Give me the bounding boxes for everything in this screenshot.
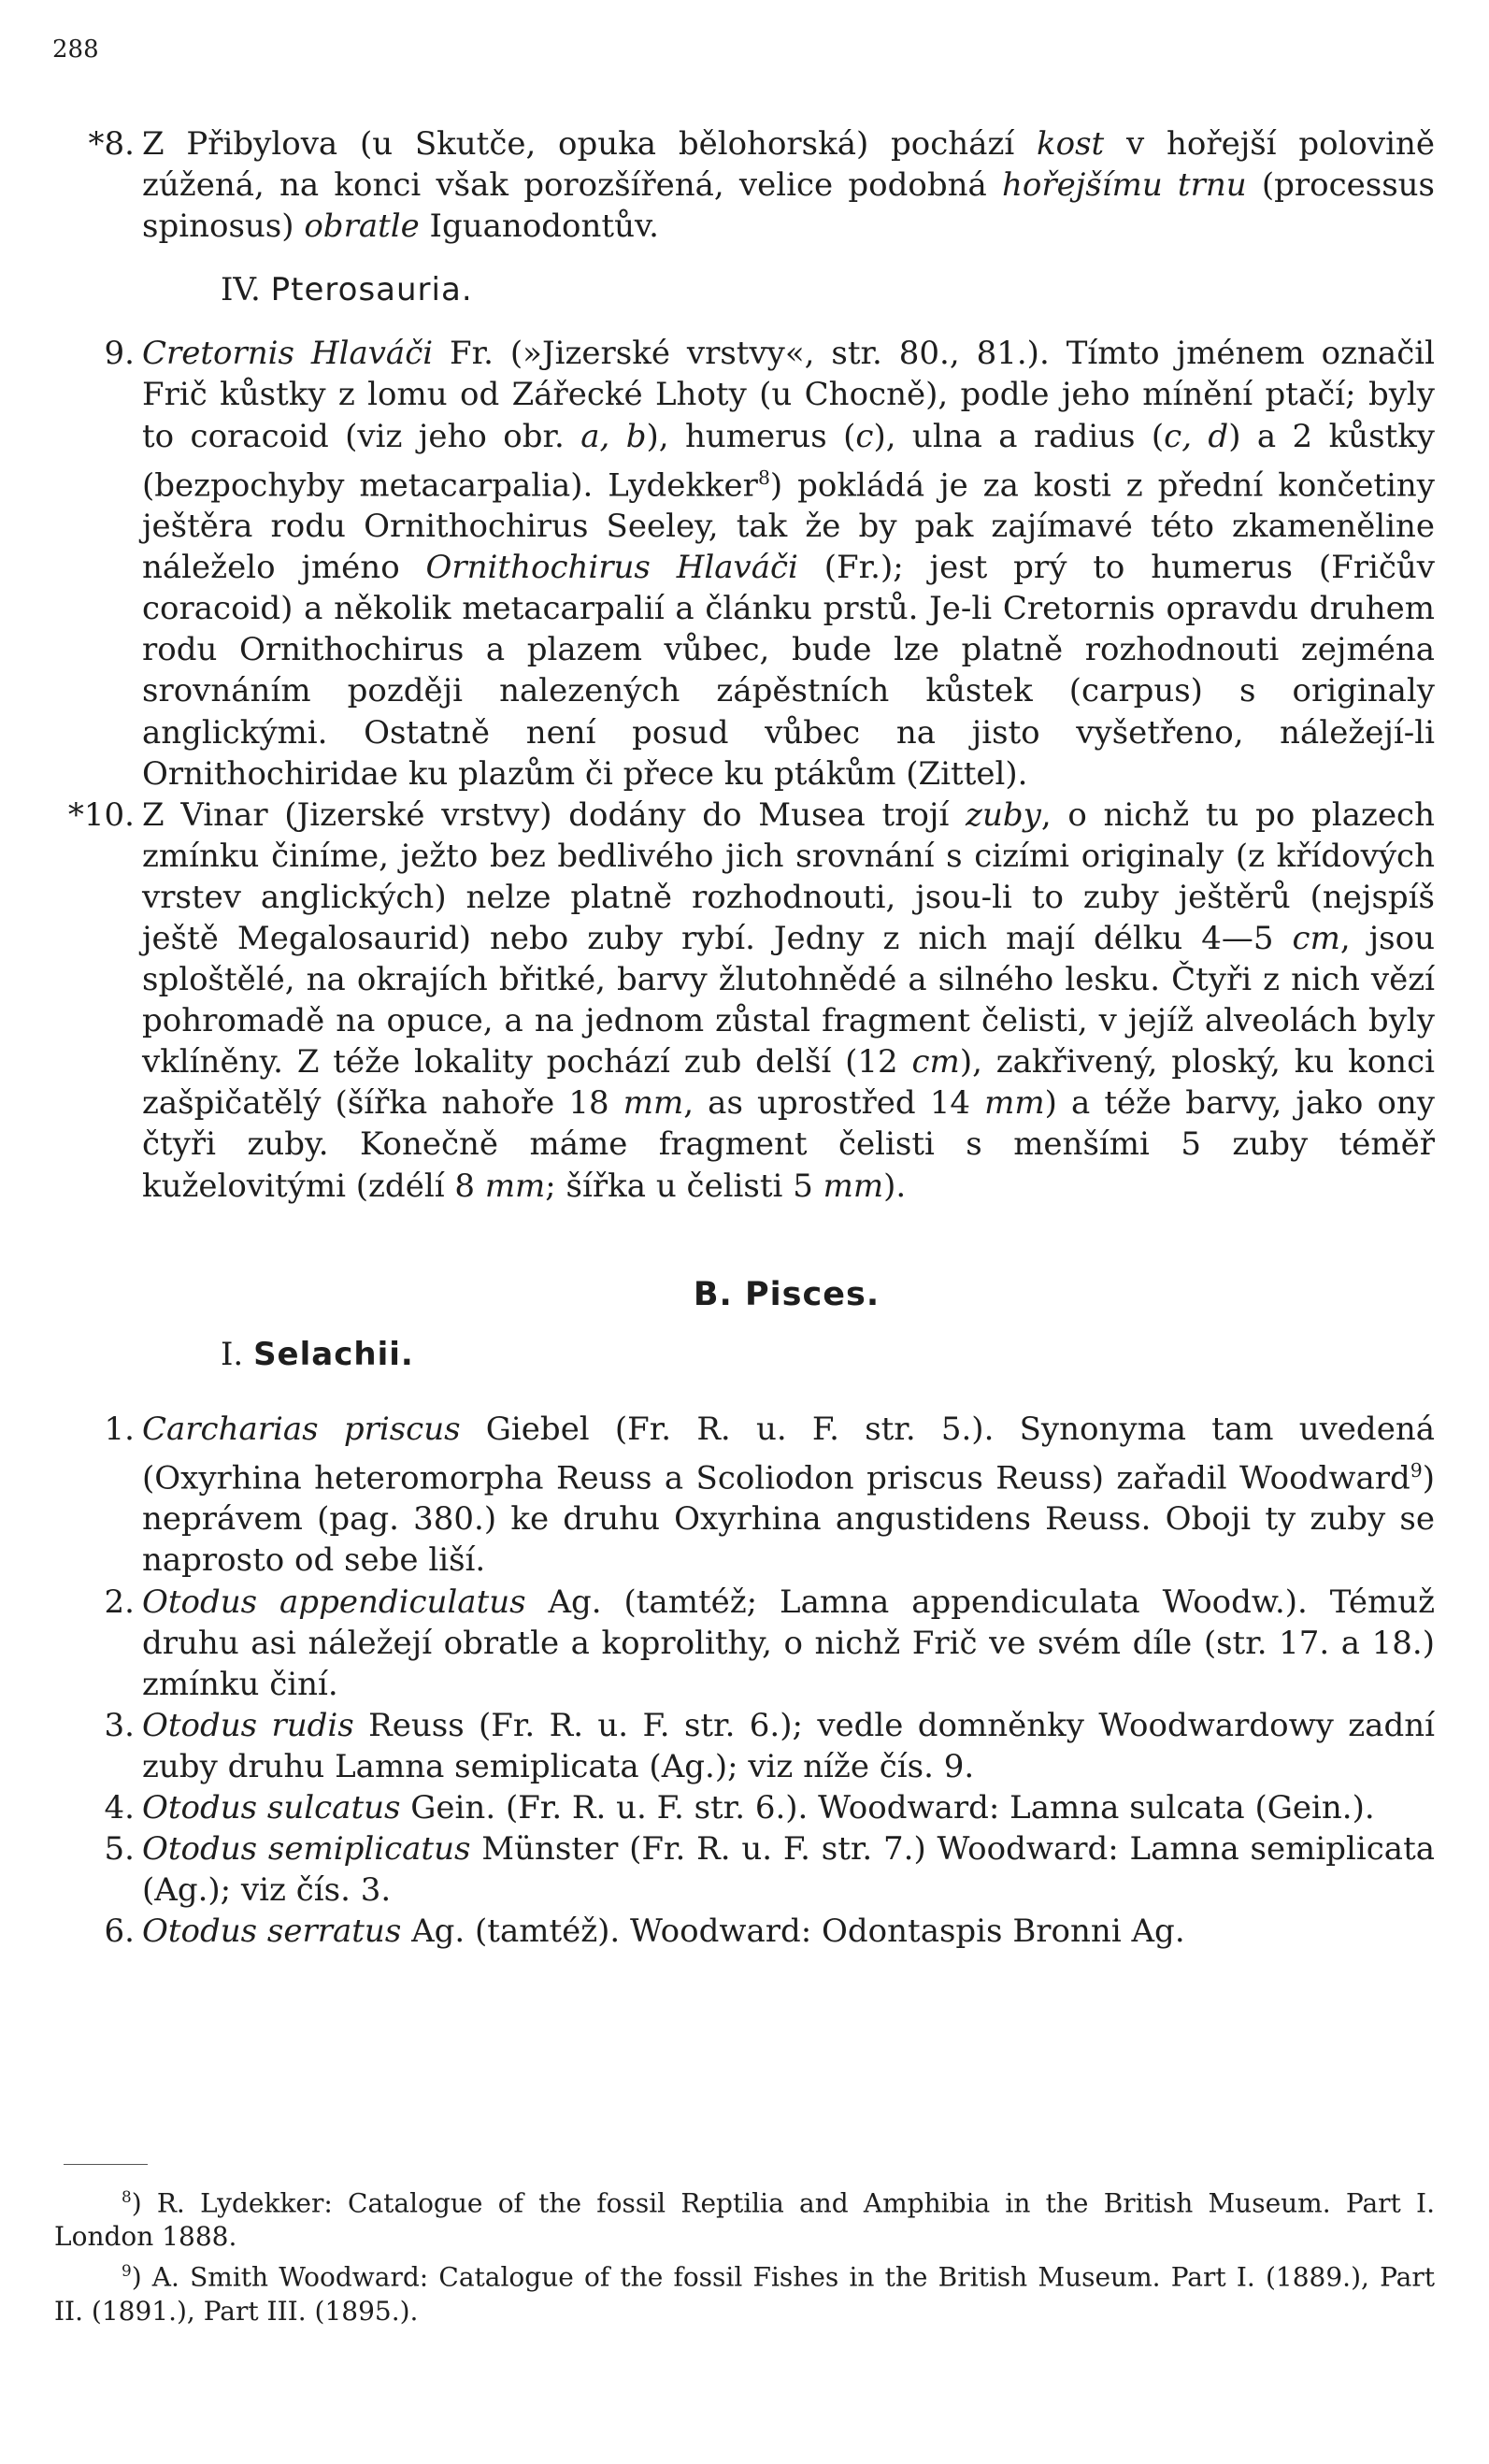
italic-run: cm bbox=[1292, 920, 1340, 958]
footnote-text: ) R. Lydekker: Catalogue of the fossil Reptilia and Amphibia in the British Museum. Part I. London 1888. bbox=[54, 2187, 1435, 2253]
italic-run: Otodus sulcatus bbox=[142, 1789, 401, 1827]
footnote-ref: 9 bbox=[1410, 1458, 1423, 1482]
italic-run: c, d bbox=[1164, 417, 1229, 455]
footnote-9 bbox=[54, 2254, 1435, 2328]
text-run: Iguanodontův. bbox=[419, 208, 659, 246]
footnote-divider bbox=[64, 2164, 148, 2165]
footnotes bbox=[54, 2180, 1435, 2328]
paragraph-pisces-3 bbox=[64, 1705, 1435, 1787]
section-heading-pisces: B. Pisces. bbox=[693, 1275, 881, 1313]
paragraph-entry-8 bbox=[64, 123, 1435, 247]
text-run: , jsou sploštělé, na okrajích břitké, barvy žlutohnědé a silného lesku. Čtyři z nich vězí pohromadě na opuce, a na jednom zůstal fragment čelisti, v jejíž alveolách byly vklíněny. Z téže lokality pochází zub delší (12 bbox=[142, 920, 1435, 1082]
section-number: I. bbox=[221, 1335, 244, 1373]
italic-run: mm bbox=[823, 1167, 884, 1205]
footnote-ref: 8 bbox=[757, 466, 770, 489]
italic-run: Ornithochirus Hlaváči bbox=[425, 549, 798, 587]
footnote-text: ) A. Smith Woodward: Catalogue of the fossil Fishes in the British Museum. Part I. (1889.), Part II. (1891.), Part III. (1895.). bbox=[54, 2261, 1435, 2327]
paragraph-entry-10 bbox=[64, 795, 1435, 1207]
entry-number: 3. bbox=[104, 1706, 135, 1744]
italic-run: obratle bbox=[304, 208, 420, 246]
text-run: ) pokládá je za kosti z přední končetiny ještěra rodu Ornithochirus Seeley, tak že by pak zajímavé této zkameněline náleželo jméno bbox=[142, 466, 1435, 587]
section-title: Selachii. bbox=[253, 1335, 414, 1373]
page-number: 288 bbox=[52, 36, 99, 64]
text-run: Reuss (Fr. R. u. F. str. 6.); vedle domněnky Woodwardowy zadní zuby druhu Lamna semiplicata (Ag.); viz níže čís. 9. bbox=[142, 1706, 1435, 1785]
text-run: Ag. (tamtéž; Lamna appendiculata Woodw.). Témuž druhu asi náležejí obratle a koprolithy, o nichž Frič ve svém díle (str. 17. a 18.) zmínku činí. bbox=[142, 1583, 1435, 1703]
section-heading-pterosauria bbox=[64, 269, 1435, 310]
italic-run: c bbox=[855, 417, 874, 455]
paragraph-pisces-5 bbox=[64, 1828, 1435, 1911]
italic-run: mm bbox=[984, 1084, 1045, 1123]
text-run: Z Přibylova (u Skutče, opuka bělohorská) pochází bbox=[142, 125, 1038, 163]
footnote-8 bbox=[54, 2180, 1435, 2254]
paragraph-entry-9 bbox=[64, 333, 1435, 794]
paragraph-pisces-1 bbox=[64, 1409, 1435, 1582]
text-run: Münster (Fr. R. u. F. str. 7.) Woodward: Lamna semiplicata (Ag.); viz čís. 3. bbox=[142, 1830, 1436, 1910]
italic-run: zuby bbox=[966, 795, 1041, 834]
text-run: ), zakřivený, ploský, ku konci zašpičatělý (šířka nahoře 18 bbox=[142, 1043, 1435, 1123]
italic-run: mm bbox=[623, 1084, 684, 1123]
text-run: (Fr.); jest prý to humerus (Fričův coracoid) a několik metacarpalií a článku prstů. Je-li Cretornis opravdu druhem rodu Ornithochirus a plazem vůbec, bude lze platně rozhodnouti zejména srovnáním později nalezených zápěstních kůstek (carpus) s originaly anglickými. Ostatně není posud vůbec na jisto vyšetřeno, náležejí-li Ornithochiridae ku plazům či přece ku ptákům (Zittel). bbox=[142, 549, 1435, 793]
entry-number: *10. bbox=[67, 795, 135, 834]
entry-number: 9. bbox=[104, 335, 135, 373]
text-run: , as uprostřed 14 bbox=[683, 1084, 985, 1123]
italic-run: mm bbox=[484, 1167, 546, 1205]
text-run: Ag. (tamtéž). Woodward: Odontaspis Bronni Ag. bbox=[401, 1912, 1185, 1951]
text-run: (processus spinosus) bbox=[142, 166, 1435, 246]
section-heading-selachii bbox=[64, 1334, 1435, 1375]
text-run: ) neprávem (pag. 380.) ke druhu Oxyrhina angustidens Reuss. Oboji ty zuby se naprosto od sebe liší. bbox=[142, 1459, 1435, 1580]
italic-run: cm bbox=[911, 1043, 960, 1082]
entry-number: 6. bbox=[104, 1912, 135, 1951]
text-run: ), humerus ( bbox=[646, 417, 856, 455]
italic-run: Otodus semiplicatus bbox=[142, 1830, 471, 1869]
main-text bbox=[64, 123, 1435, 1952]
text-run: Giebel (Fr. R. u. F. str. 5.). Synonyma tam uvedená (Oxyrhina heteromorpha Reuss a Scoliodon priscus Reuss) zařadil Woodward bbox=[142, 1410, 1435, 1497]
text-run: ) a 2 kůstky (bezpochyby metacarpalia). Lydekker bbox=[142, 417, 1436, 504]
text-run: ). bbox=[883, 1167, 907, 1205]
text-run: v hořejší polovině zúžená, na konci však porozšířená, velice podobná bbox=[142, 125, 1435, 205]
paragraph-pisces-6 bbox=[64, 1911, 1435, 1952]
paragraph-pisces-2 bbox=[64, 1582, 1435, 1705]
italic-run: Otodus serratus bbox=[142, 1912, 402, 1951]
italic-run: Otodus appendiculatus bbox=[142, 1583, 526, 1621]
text-run: Z Vinar (Jizerské vrstvy) dodány do Musea trojí bbox=[142, 795, 966, 834]
text-run: , o nichž tu po plazech zmínku činíme, ježto bez bedlivého jich srovnání s cizími originaly (z křídových vrstev anglických) nelze platně rozhodnouti, jsou-li to zuby ještěrů (nejspíš ještě Megalosaurid) nebo zuby rybí. Jedny z nich mají délku 4—5 bbox=[142, 795, 1435, 958]
section-number: IV. bbox=[221, 271, 261, 309]
text-run: ) a téže barvy, jako ony čtyři zuby. Konečně máme fragment čelisti s menšími 5 zuby téměř kuželovitými (zdélí 8 bbox=[142, 1084, 1435, 1205]
italic-run: Cretornis Hlaváči bbox=[142, 335, 434, 373]
text-run: ), ulna a radius ( bbox=[873, 417, 1165, 455]
text-run: Gein. (Fr. R. u. F. str. 6.). Woodward: Lamna sulcata (Gein.). bbox=[400, 1789, 1375, 1827]
text-run: Fr. (»Jizerské vrstvy«, str. 80., 81.). Tímto jménem označil Frič kůstky z lomu od Zářecké Lhoty (u Chocně), podle jeho mínění ptačí; byly to coracoid (viz jeho obr. bbox=[142, 335, 1435, 455]
footnote-mark: 9 bbox=[122, 2261, 132, 2281]
entry-number: 5. bbox=[104, 1830, 135, 1869]
italic-run: hořejšímu trnu bbox=[1001, 166, 1247, 205]
entry-number: 2. bbox=[104, 1583, 135, 1621]
footnote-mark: 8 bbox=[122, 2187, 132, 2206]
section-title: Pterosauria. bbox=[270, 271, 473, 309]
italic-run: Otodus rudis bbox=[142, 1706, 354, 1744]
paragraph-pisces-4 bbox=[64, 1787, 1435, 1828]
entry-number: *8. bbox=[88, 125, 135, 163]
italic-run: a, b bbox=[580, 417, 647, 455]
italic-run: kost bbox=[1037, 125, 1105, 163]
text-run: ; šířka u čelisti 5 bbox=[545, 1167, 823, 1205]
italic-run: Carcharias priscus bbox=[142, 1410, 461, 1448]
entry-number: 1. bbox=[104, 1410, 135, 1448]
entry-number: 4. bbox=[104, 1789, 135, 1827]
